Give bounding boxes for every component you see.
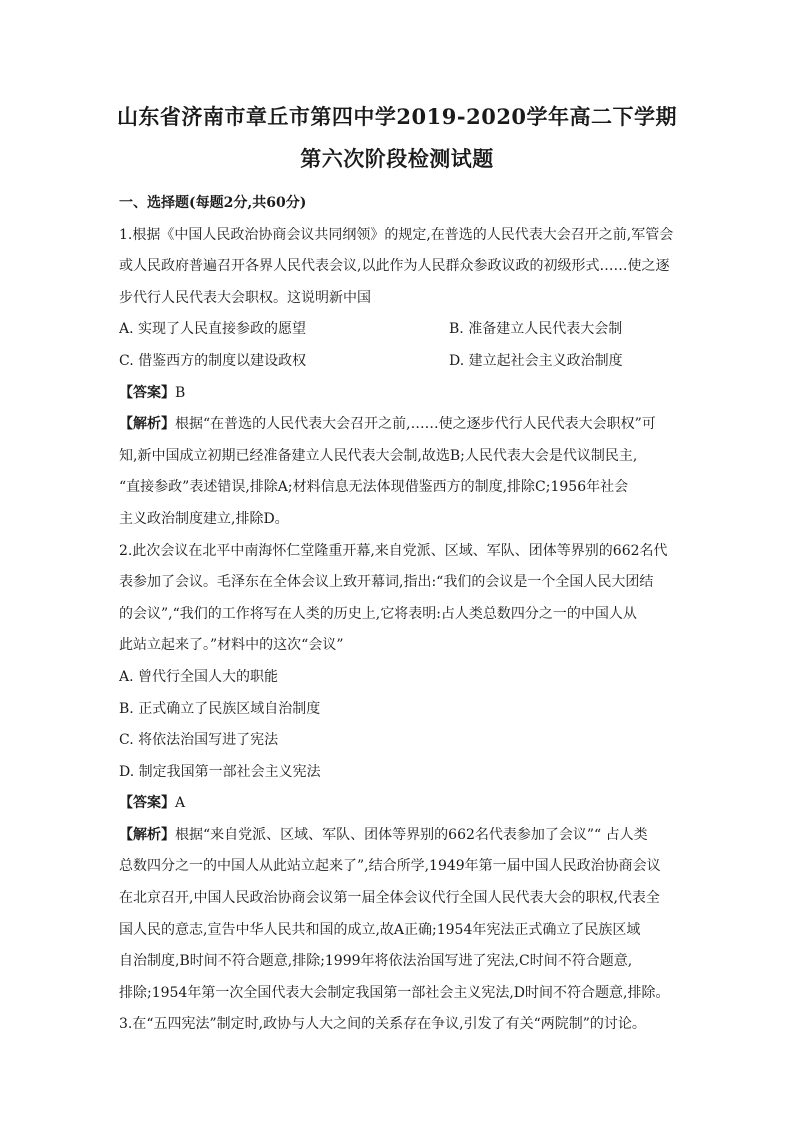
question-3-stem-line-1: 3.在“五四宪法”制定时,政协与人大之间的关系存在争议,引发了有关“两院制”的讨论。 [119,1016,646,1033]
question-1-stem-line-2: 或人民政府普遍召开各界人民代表会议,以此作为人民群众参政议政的初级形式……使之逐 [119,258,670,275]
document-title-line-2: 第六次阶段检测试题 [300,146,494,171]
question-2-option-c: C. 将依法治国写进了宪法 [119,732,279,749]
question-1-option-c: C. 借鉴西方的制度以建设政权 [119,352,307,369]
document-body [119,188,675,1041]
question-1-answer [119,378,675,410]
question-1-stem-line-1: 1.根据《中国人民政治协商会议共同纲领》的规定,在普选的人民代表大会召开之前,军管会 [119,226,674,243]
question-2-analysis-line-4: 国人民的意志,宣告中华人民共和国的成立,故A正确;1954年宪法正式确立了民族区域 [119,921,641,938]
question-3 [119,1009,675,1041]
analysis-label: 【解析】 [119,826,175,843]
answer-value: A [175,795,186,812]
question-2-option-d: D. 制定我国第一部社会主义宪法 [119,763,321,780]
question-1-analysis-line-3: “直接参政”表述错误,排除A;材料信息无法体现借鉴西方的制度,排除C;1956年社会 [119,479,629,496]
question-2-stem-line-1: 2.此次会议在北平中南海怀仁堂隆重开幕,来自党派、区域、军队、团体等界别的662名代 [119,542,668,559]
document-title-line-1: 山东省济南市章丘市第四中学2019-2020学年高二下学期 [116,104,678,129]
question-1-options-row-1 [119,314,675,346]
question-2-analysis-line-6: 排除;1954年第一次全国代表大会制定我国第一部社会主义宪法,D时间不符合题意,排除。 [119,984,670,1001]
question-1-analysis-line-2: 知,新中国成立初期已经准备建立人民代表大会制,故选B;人民代表大会是代议制民主, [119,447,638,464]
question-1-stem-line-3: 步代行人民代表大会职权。这说明新中国 [119,289,371,306]
question-1-analysis-line-4: 主义政治制度建立,排除D。 [119,510,289,527]
analysis-label: 【解析】 [119,416,175,433]
question-1-analysis-line-1 [119,409,675,441]
analysis-text: 根据“来自党派、区域、军队、团体等界别的662名代表参加了会议”“ 占人类 [175,826,648,843]
question-2-option-b: B. 正式确立了民族区域自治制度 [119,700,321,717]
question-2-answer [119,788,675,820]
answer-label: 【答案】 [119,795,175,812]
analysis-text: 根据“在普选的人民代表大会召开之前,……使之逐步代行人民代表大会职权”可 [175,416,656,433]
question-2-stem-line-4: 此站立起来了。”材料中的这次“会议” [119,637,344,654]
answer-label: 【答案】 [119,384,175,401]
question-2-analysis-line-2: 总数四分之一的中国人从此站立起来了”,结合所学,1949年第一届中国人民政治协商会议 [119,858,661,875]
question-1 [119,220,675,536]
question-2-stem-line-2: 表参加了会议。毛泽东在全体会议上致开幕词,指出:“我们的会议是一个全国人民大团结 [119,574,654,591]
question-2-option-a: A. 曾代行全国人大的职能 [119,668,279,685]
question-1-option-d: D. 建立起社会主义政治制度 [449,352,623,369]
question-2 [119,536,675,1010]
question-2-analysis-line-1 [119,820,675,852]
section-heading: 一、选择题(每题2分,共60分) [119,195,307,211]
question-1-option-a: A. 实现了人民直接参政的愿望 [119,321,307,338]
question-1-options-row-2 [119,346,675,378]
question-1-option-b: B. 准备建立人民代表大会制 [449,321,623,338]
question-2-analysis-line-3: 在北京召开,中国人民政治协商会议第一届全体会议代行全国人民代表大会的职权,代表全 [119,890,660,907]
question-2-analysis-line-5: 自治制度,B时间不符合题意,排除;1999年将依法治国写进了宪法,C时间不符合题意, [119,953,633,970]
answer-value: B [175,384,186,401]
question-2-stem-line-3: 的会议”,“我们的工作将写在人类的历史上,它将表明:占人类总数四分之一的中国人从 [119,605,637,622]
